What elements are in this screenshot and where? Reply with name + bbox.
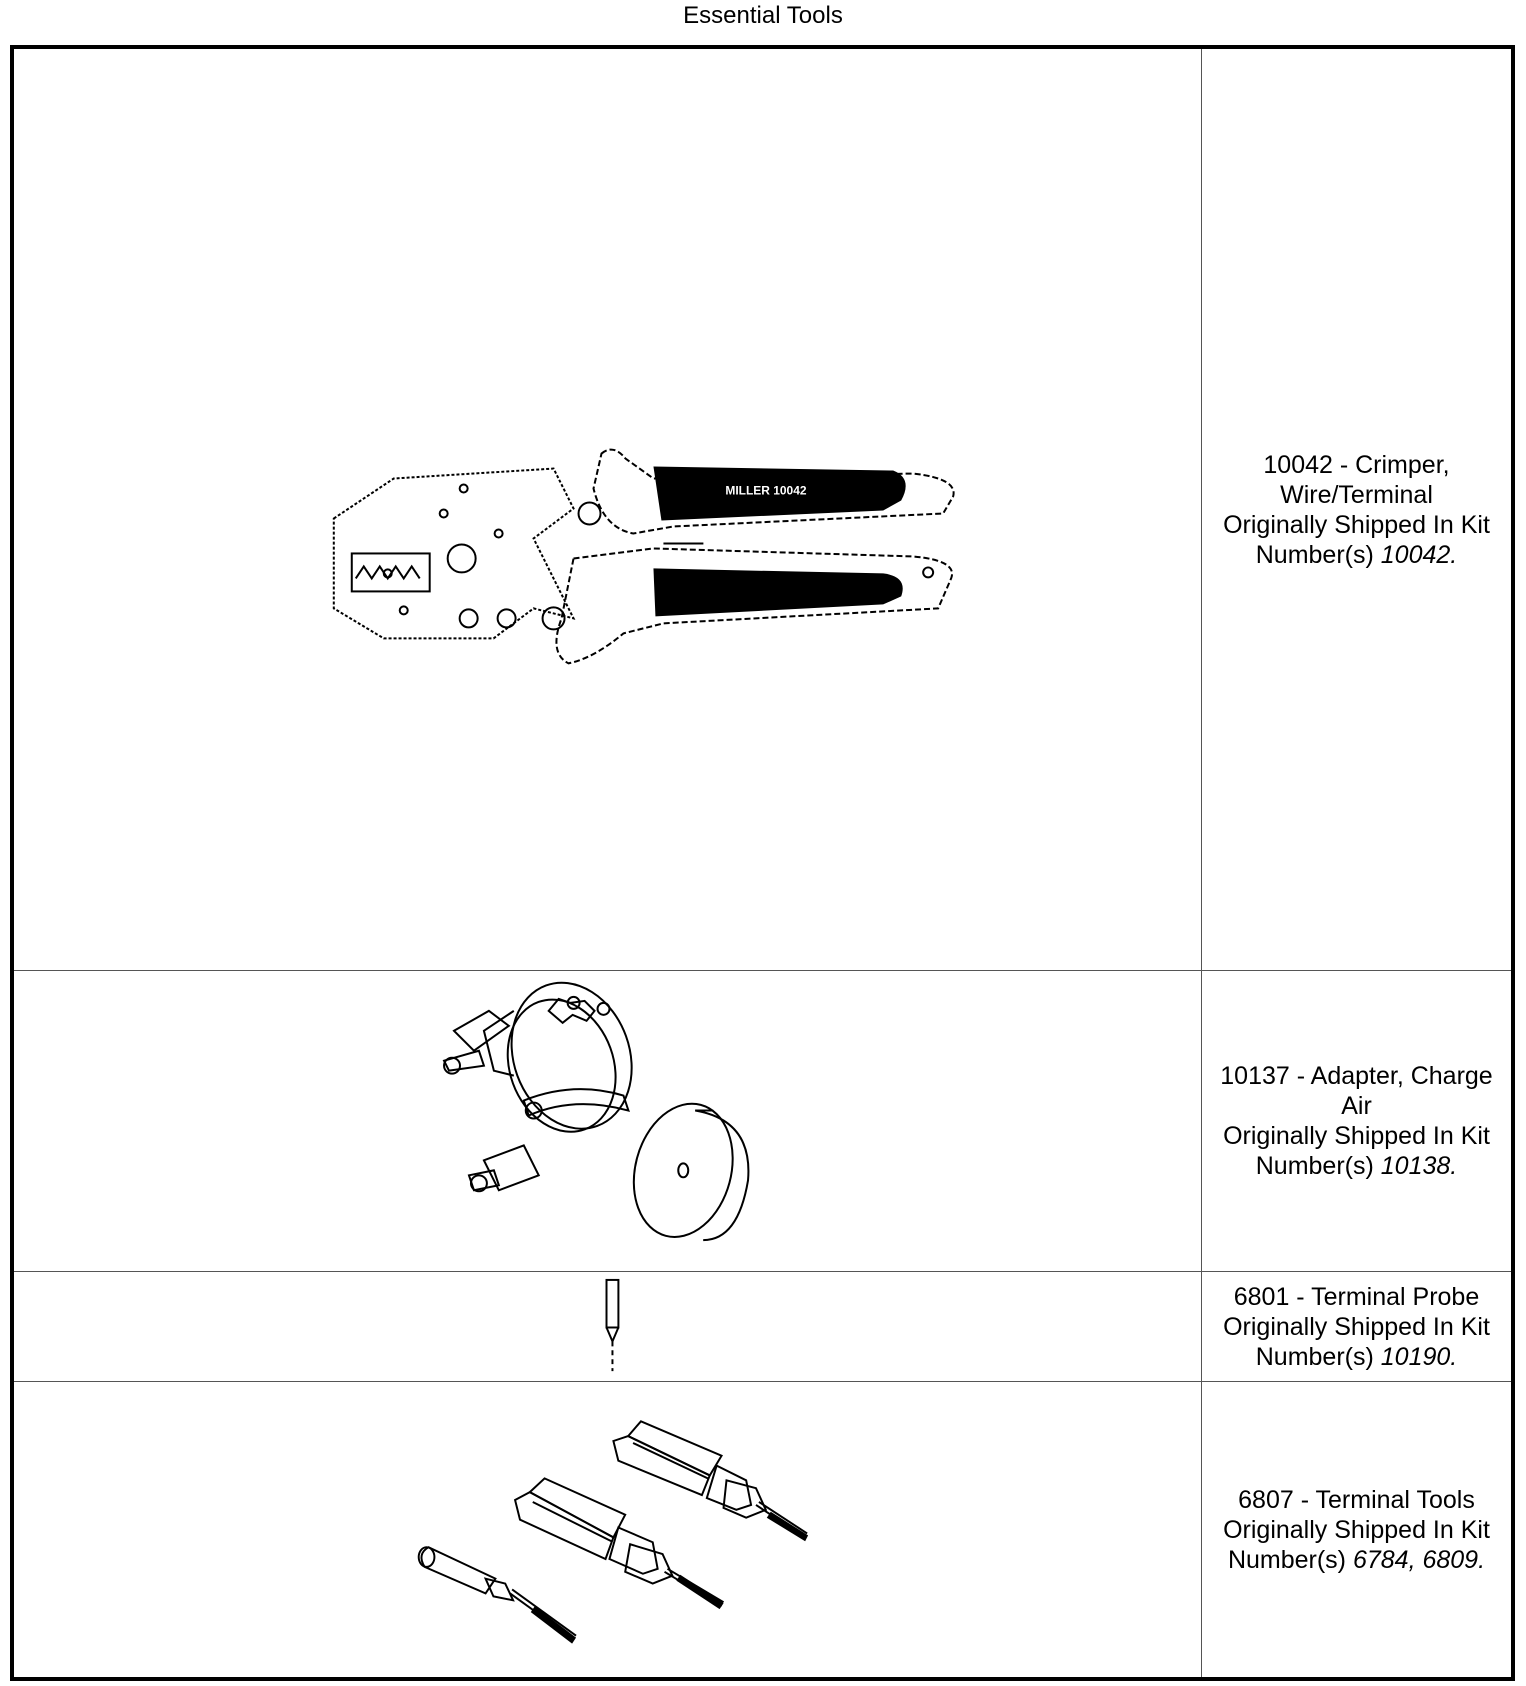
crimper-brand-text: MILLER 10042 (725, 483, 807, 498)
tool-kit-period: . (1450, 540, 1458, 569)
tools-table (10, 45, 1515, 1681)
wire-crimper-illustration (14, 49, 1201, 970)
tool-image-cell-crimper (14, 49, 1202, 971)
tool-shipped-label: Originally Shipped In Kit (1223, 1515, 1490, 1544)
tool-number-label: Number(s) (1255, 1342, 1374, 1371)
tool-number-label: Number(s) (1255, 1152, 1374, 1180)
tool-kit-numbers: 10138 (1380, 1152, 1451, 1180)
tool-name: 6801 - Terminal Probe (1233, 1282, 1480, 1311)
tool-image-cell-probe (14, 1272, 1202, 1382)
tool-image-cell-terminal-tools (14, 1382, 1202, 1677)
terminal-tools-illustration (14, 1382, 1201, 1677)
tool-kit-numbers: 10190 (1380, 1342, 1451, 1371)
tool-kit-period: . (1478, 1545, 1486, 1574)
terminal-probe-illustration (14, 1272, 1201, 1381)
page-title: Essential Tools (683, 2, 843, 29)
tool-name: 6807 - Terminal Tools (1238, 1485, 1475, 1514)
tool-description (1210, 1061, 1503, 1181)
tool-number-label: Number(s) (1227, 1545, 1347, 1574)
tool-name: 10137 - Adapter, Charge Air (1220, 1062, 1493, 1120)
tool-description-cell (1202, 49, 1511, 971)
tool-kit-period: . (1450, 1152, 1458, 1180)
tool-kit-period: . (1450, 1342, 1458, 1371)
charge-air-adapter-illustration (14, 971, 1201, 1271)
tool-shipped-label: Originally Shipped In Kit (1223, 1312, 1490, 1341)
tool-description-cell (1202, 1272, 1511, 1382)
tool-kit-numbers: 6784, 6809 (1352, 1545, 1479, 1574)
tool-image-cell-adapter (14, 971, 1202, 1272)
tool-description (1223, 1282, 1490, 1372)
tool-shipped-label: Originally Shipped In Kit (1223, 1122, 1490, 1150)
tool-description-cell (1202, 971, 1511, 1272)
tool-description (1223, 1485, 1490, 1575)
tool-shipped-label: Originally Shipped In Kit (1223, 510, 1490, 539)
tool-kit-numbers: 10042 (1380, 540, 1451, 569)
tool-number-label: Number(s) (1255, 540, 1374, 569)
tool-name: 10042 - Crimper, Wire/Terminal (1263, 450, 1450, 509)
tool-description (1210, 450, 1503, 570)
tool-description-cell (1202, 1382, 1511, 1677)
